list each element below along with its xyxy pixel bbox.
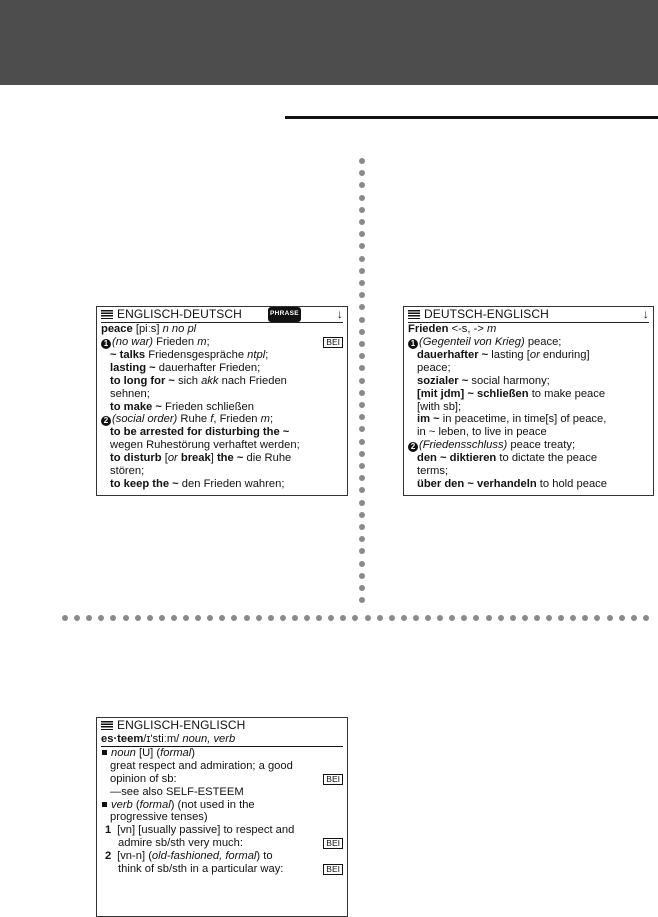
entry-line: great respect and admiration; a good xyxy=(110,759,293,772)
entry-line: in ~ leben, to live in peace xyxy=(417,426,547,439)
headword: Frieden xyxy=(408,323,449,335)
divider-dot xyxy=(359,243,365,249)
phrase: sozialer ~ xyxy=(417,374,469,387)
entry-line xyxy=(101,336,343,349)
divider-dot xyxy=(377,615,383,621)
divider-dot xyxy=(631,615,637,621)
translation: to dictate the peace xyxy=(496,452,598,465)
divider-dot xyxy=(256,615,262,621)
translation: Ruhe xyxy=(177,413,211,426)
entry-line xyxy=(101,773,343,786)
entry-line xyxy=(408,413,649,426)
divider-dot xyxy=(292,615,298,621)
divider-dot xyxy=(359,353,365,359)
entry-line xyxy=(101,837,343,850)
screen-title-bar xyxy=(101,718,343,733)
entry-line xyxy=(408,452,649,465)
divider-dot xyxy=(219,615,225,621)
divider-dot xyxy=(473,615,479,621)
screen-title: ENGLISCH-ENGLISCH xyxy=(117,718,246,733)
entry-line xyxy=(101,863,343,876)
translation: social harmony; xyxy=(468,374,550,387)
sense-number: 1 xyxy=(408,339,418,349)
divider-dot xyxy=(359,292,365,298)
scroll-down-arrow-icon: ↓ xyxy=(642,307,649,322)
translation: in peacetime, in time[s] of peace, xyxy=(439,413,607,426)
scroll-down-arrow-icon: ↓ xyxy=(336,307,343,322)
divider-dot xyxy=(607,615,613,621)
divider-dot xyxy=(304,615,310,621)
divider-dot xyxy=(359,463,365,469)
inflection: <-s, -> xyxy=(448,323,487,335)
phrase: den ~ diktieren xyxy=(417,452,497,465)
divider-dot xyxy=(328,615,334,621)
usage-note: ) (not used in the xyxy=(170,798,255,811)
square-bullet-icon xyxy=(102,802,107,807)
translation: Frieden xyxy=(153,335,198,348)
entry-line: progressive tenses) xyxy=(110,811,208,824)
sense-number: 2 xyxy=(408,442,418,452)
divider-dot xyxy=(643,615,649,621)
divider-dot xyxy=(359,524,365,530)
part-of-speech: noun, verb xyxy=(182,733,236,745)
entry-line xyxy=(101,323,343,336)
screen-title: ENGLISCH-DEUTSCH xyxy=(117,307,242,322)
entry-line xyxy=(101,747,343,760)
divider-dot xyxy=(498,615,504,621)
divider-dot xyxy=(183,615,189,621)
divider-dot xyxy=(359,341,365,347)
divider-dot xyxy=(546,615,552,621)
gender: m xyxy=(486,323,497,335)
divider-dot xyxy=(522,615,528,621)
translation: den Frieden wahren; xyxy=(178,478,285,491)
divider-dot xyxy=(359,182,365,188)
definition: admire sb/sth very much: xyxy=(118,837,243,850)
definition: ) to xyxy=(256,850,273,863)
divider-dot xyxy=(594,615,600,621)
vertical-dotted-divider xyxy=(358,158,366,608)
phrase: im ~ xyxy=(417,413,440,426)
translation: die Ruhe xyxy=(243,452,292,465)
entry-line xyxy=(101,413,343,426)
divider-dot xyxy=(62,615,68,621)
phrase: to keep the ~ xyxy=(110,478,179,491)
entry-line xyxy=(101,401,343,414)
gender: f xyxy=(210,413,214,426)
definition: think of sb/sth in a particular way: xyxy=(118,863,284,876)
square-bullet-icon xyxy=(102,750,107,755)
divider-dot xyxy=(231,615,237,621)
entry-line xyxy=(101,799,343,812)
divider-dot xyxy=(352,615,358,621)
entry-line xyxy=(408,478,649,491)
translation: Frieden schließen xyxy=(161,400,254,413)
divider-dot xyxy=(171,615,177,621)
entry-line xyxy=(101,824,343,837)
sense-number: 2 xyxy=(105,850,112,863)
phrase: the ~ xyxy=(216,452,244,465)
screen-english-german xyxy=(96,306,348,496)
part-of-speech: noun xyxy=(111,746,136,759)
divider-dot xyxy=(359,536,365,542)
sense-label: (no war) xyxy=(112,335,154,348)
bei-example-button[interactable]: BEI xyxy=(323,864,343,875)
headword: peace xyxy=(101,323,133,335)
divider-dot xyxy=(98,615,104,621)
bracket: ] xyxy=(210,452,217,465)
part-of-speech: verb xyxy=(111,798,133,811)
paren: ( xyxy=(132,798,140,811)
translation: Friedensgespräche xyxy=(145,348,248,361)
entry-line: —see also SELF-ESTEEM xyxy=(110,785,244,798)
menu-lines-icon xyxy=(101,721,113,730)
divider-dot xyxy=(147,615,153,621)
divider-dot xyxy=(359,402,365,408)
screen-german-english xyxy=(403,306,654,496)
definition: [vn] [usually passive] to respect and xyxy=(114,824,295,837)
divider-dot xyxy=(359,304,365,310)
sense-number: 1 xyxy=(101,339,111,349)
entry-line xyxy=(101,733,343,747)
divider-dot xyxy=(359,500,365,506)
entry-line: peace; xyxy=(417,361,451,374)
pronunciation: /ɪ'stiːm/ xyxy=(143,733,183,745)
punct: ; xyxy=(269,413,274,426)
menu-lines-icon xyxy=(101,310,113,319)
divider-dot xyxy=(359,451,365,457)
entry-line xyxy=(408,375,649,388)
divider-dot xyxy=(359,170,365,176)
grammar-code: [vn-n] ( xyxy=(114,850,152,863)
pronunciation: [piːs] xyxy=(132,323,163,335)
register: formal xyxy=(160,746,192,759)
phrase: ~ talks xyxy=(110,348,146,361)
divider-dot xyxy=(359,195,365,201)
phrase: dauerhafter ~ xyxy=(417,348,489,361)
screen-title-bar xyxy=(408,307,649,323)
screen-title: DEUTSCH-ENGLISCH xyxy=(424,307,549,322)
divider-dot xyxy=(359,414,365,420)
translation: , Frieden xyxy=(213,413,261,426)
sense-label: (social order) xyxy=(112,413,178,426)
divider-dot xyxy=(449,615,455,621)
translation: lasting [ xyxy=(488,348,530,361)
entry-line xyxy=(101,362,343,375)
divider-dot xyxy=(268,615,274,621)
entry-line xyxy=(101,375,343,388)
divider-dot xyxy=(359,219,365,225)
section-rule xyxy=(285,116,658,119)
header-band xyxy=(0,0,658,85)
divider-dot xyxy=(359,439,365,445)
sense-number: 1 xyxy=(105,824,112,837)
translation: to hold peace xyxy=(536,478,607,491)
divider-dot xyxy=(74,615,80,621)
bracket: [ xyxy=(161,452,168,465)
punct: ) xyxy=(191,746,195,759)
entry-line: terms; xyxy=(417,465,449,478)
sense-label: (Friedensschluss) xyxy=(419,439,508,452)
divider-dot xyxy=(359,207,365,213)
divider-dot xyxy=(159,615,165,621)
divider-dot xyxy=(534,615,540,621)
divider-dot xyxy=(359,280,365,286)
entry-line xyxy=(101,478,343,491)
entry-line xyxy=(101,850,343,863)
divider-dot xyxy=(135,615,141,621)
phrase: to long for ~ xyxy=(110,374,175,387)
or-word: or xyxy=(167,452,178,465)
divider-dot xyxy=(123,615,129,621)
divider-dot xyxy=(359,268,365,274)
entry-line xyxy=(101,426,343,439)
translation: peace treaty; xyxy=(507,439,576,452)
divider-dot xyxy=(619,615,625,621)
divider-dot xyxy=(582,615,588,621)
phrase: [mit jdm] ~ schließen xyxy=(417,387,529,400)
divider-dot xyxy=(401,615,407,621)
divider-dot xyxy=(359,512,365,518)
bei-example-button[interactable]: BEI xyxy=(323,774,343,785)
divider-dot xyxy=(207,615,213,621)
grammar-code: [U] ( xyxy=(135,746,161,759)
divider-dot xyxy=(359,378,365,384)
translation: peace; xyxy=(524,335,562,348)
punct: ; xyxy=(265,348,269,361)
phrase: lasting ~ xyxy=(110,361,156,374)
divider-dot xyxy=(359,548,365,554)
entry-line xyxy=(408,439,649,452)
case-note: akk xyxy=(201,374,219,387)
register: formal xyxy=(139,798,171,811)
entry-line: wegen Ruhestörung verhaftet werden; xyxy=(110,439,300,452)
gender: ntpl xyxy=(247,348,266,361)
entry-line: [with sb]; xyxy=(417,400,462,413)
entry-line xyxy=(101,349,343,362)
divider-dot xyxy=(461,615,467,621)
divider-dot xyxy=(425,615,431,621)
divider-dot xyxy=(86,615,92,621)
divider-dot xyxy=(486,615,492,621)
phrase-badge: PHRASE xyxy=(268,307,301,322)
divider-dot xyxy=(359,158,365,164)
screen-english-english xyxy=(96,717,348,917)
divider-dot xyxy=(316,615,322,621)
divider-dot xyxy=(359,561,365,567)
divider-dot xyxy=(340,615,346,621)
entry-line xyxy=(101,452,343,465)
gender: m xyxy=(260,413,270,426)
divider-dot xyxy=(359,426,365,432)
grammar-note: n no pl xyxy=(162,323,197,335)
divider-dot xyxy=(359,573,365,579)
horizontal-dotted-divider xyxy=(0,614,658,622)
screen-title-bar xyxy=(101,307,343,323)
divider-dot xyxy=(359,317,365,323)
divider-dot xyxy=(365,615,371,621)
bei-example-button[interactable]: BEI xyxy=(323,337,343,348)
divider-dot xyxy=(359,390,365,396)
divider-dot xyxy=(359,329,365,335)
bei-example-button[interactable]: BEI xyxy=(323,838,343,849)
divider-dot xyxy=(359,585,365,591)
divider-dot xyxy=(413,615,419,621)
register: old-fashioned, formal xyxy=(151,850,257,863)
sense-label: (Gegenteil von Krieg) xyxy=(419,335,525,348)
divider-dot xyxy=(558,615,564,621)
or-word: or xyxy=(529,348,540,361)
divider-dot xyxy=(359,256,365,262)
definition: opinion of sb: xyxy=(110,772,177,785)
translation: enduring] xyxy=(539,348,590,361)
divider-dot xyxy=(359,365,365,371)
divider-dot xyxy=(280,615,286,621)
phrase: to make ~ xyxy=(110,400,162,413)
divider-dot xyxy=(359,487,365,493)
entry-line xyxy=(408,336,649,349)
translation: dauerhafter Frieden; xyxy=(155,361,261,374)
divider-dot xyxy=(359,475,365,481)
sense-number: 2 xyxy=(101,416,111,426)
divider-dot xyxy=(359,597,365,603)
divider-dot xyxy=(437,615,443,621)
divider-dot xyxy=(510,615,516,621)
entry-line: stören; xyxy=(110,465,145,478)
divider-dot xyxy=(570,615,576,621)
divider-dot xyxy=(359,231,365,237)
divider-dot xyxy=(389,615,395,621)
entry-line xyxy=(408,349,649,362)
headword: es·teem xyxy=(101,733,144,745)
menu-lines-icon xyxy=(408,310,420,319)
divider-dot xyxy=(244,615,250,621)
divider-dot xyxy=(110,615,116,621)
translation: sich xyxy=(174,374,202,387)
phrase: to be arrested for disturbing the ~ xyxy=(110,426,290,439)
gender: m xyxy=(197,335,207,348)
entry-line xyxy=(408,388,649,401)
translation: nach Frieden xyxy=(218,374,287,387)
phrase: über den ~ verhandeln xyxy=(417,478,537,491)
translation: to make peace xyxy=(528,387,606,400)
entry-line xyxy=(408,323,649,336)
phrase: break xyxy=(177,452,211,465)
divider-dot xyxy=(195,615,201,621)
punct: ; xyxy=(206,335,210,348)
phrase: to disturb xyxy=(110,452,162,465)
entry-line: sehnen; xyxy=(110,387,150,400)
